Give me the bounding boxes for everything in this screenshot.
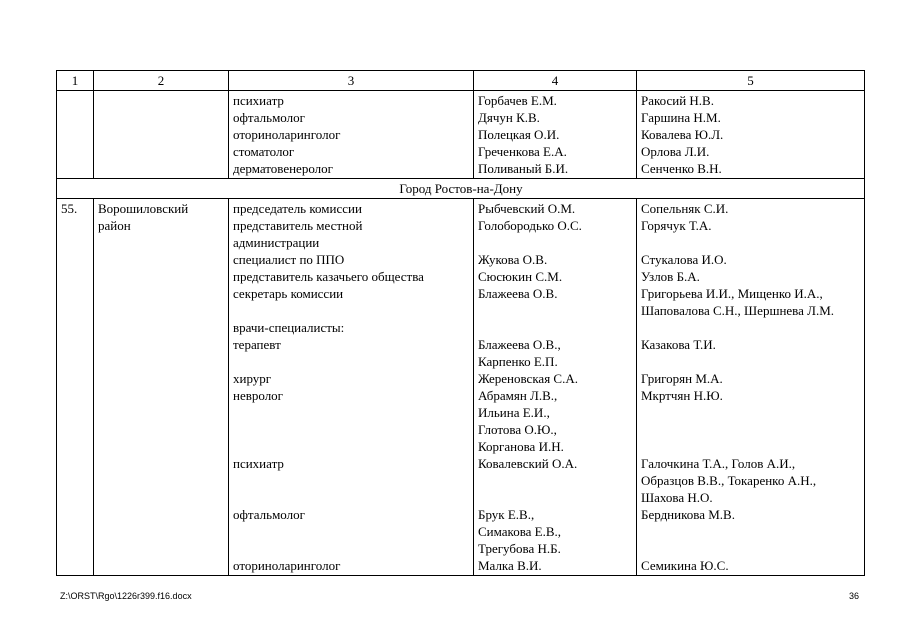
cell-line: дерматовенеролог xyxy=(233,161,333,176)
cell-line xyxy=(641,523,861,540)
entry-members-cell xyxy=(474,199,637,576)
cell-line: Ковалевский О.А. xyxy=(478,456,578,471)
cell-line xyxy=(641,319,861,336)
cell-line xyxy=(478,302,633,319)
cell-line: оториноларинголог xyxy=(233,558,341,573)
cell-line: Поливаный Б.И. xyxy=(478,161,569,176)
cell-line xyxy=(233,523,470,540)
cell-line: Сопельняк С.И. xyxy=(641,201,729,216)
cell-line xyxy=(478,319,633,336)
cell-line: Дячун К.В. xyxy=(478,110,540,125)
cell-line: Григорьева И.И., Мищенко И.А., xyxy=(641,286,823,301)
cell-line: Жукова О.В. xyxy=(478,252,548,267)
cell-line: Шаповалова С.Н., Шершнева Л.М. xyxy=(641,303,835,318)
cell-line: секретарь комиссии xyxy=(233,286,344,301)
cell-line: администрации xyxy=(233,235,320,250)
cell-line xyxy=(641,404,861,421)
cell-line xyxy=(233,353,470,370)
cell-line xyxy=(233,472,470,489)
continuation-members-cell xyxy=(474,91,637,179)
cell-line: офтальмолог xyxy=(233,110,305,125)
cell-line: представитель казачьего общества xyxy=(233,269,424,284)
cell-line: Бердникова М.В. xyxy=(641,507,735,522)
cell-line: Узлов Б.А. xyxy=(641,269,700,284)
header-cell-2: 2 xyxy=(94,71,229,91)
cell-line: Мкртчян Н.Ю. xyxy=(641,388,723,403)
cell-line: Казакова Т.И. xyxy=(641,337,716,352)
cell-line: район xyxy=(98,218,131,233)
page-number: 36 xyxy=(848,591,859,601)
cell-line: Голобородько О.С. xyxy=(478,218,582,233)
cell-line: Семикина Ю.С. xyxy=(641,558,729,573)
cell-line xyxy=(233,404,470,421)
continuation-reserve-cell xyxy=(637,91,865,179)
header-cell-5: 5 xyxy=(637,71,865,91)
cell-line xyxy=(641,540,861,557)
continuation-district-cell xyxy=(94,91,229,179)
header-row xyxy=(57,71,865,91)
cell-line: Сенченко В.Н. xyxy=(641,161,722,176)
cell-line: Симакова Е.В., xyxy=(478,524,562,539)
file-path: Z:\ORST\Rgo\1226r399.f16.docx xyxy=(60,591,192,601)
continuation-number-cell xyxy=(57,91,94,179)
cell-line: Ильина Е.И., xyxy=(478,405,550,420)
cell-line xyxy=(641,421,861,438)
cell-line: Ворошиловский xyxy=(98,201,189,216)
cell-line: невролог xyxy=(233,388,284,403)
cell-line: Гаршина Н.М. xyxy=(641,110,721,125)
cell-line: Григорян М.А. xyxy=(641,371,723,386)
city-heading: Город Ростов-на-Дону xyxy=(57,179,865,199)
cell-line: Шахова Н.О. xyxy=(641,490,713,505)
entry-number: 55. xyxy=(57,199,94,576)
cell-line xyxy=(233,302,470,319)
cell-line: Корганова И.Н. xyxy=(478,439,564,454)
header-cell-4: 4 xyxy=(474,71,637,91)
cell-line xyxy=(478,489,633,506)
cell-line: специалист по ППО xyxy=(233,252,345,267)
cell-line xyxy=(478,472,633,489)
entry-row xyxy=(57,199,865,576)
cell-line: председатель комиссии xyxy=(233,201,362,216)
cell-line: Брук Е.В., xyxy=(478,507,535,522)
cell-line xyxy=(233,438,470,455)
cell-line: Блажеева О.В. xyxy=(478,286,558,301)
cell-line: Трегубова Н.Б. xyxy=(478,541,561,556)
cell-line: оториноларинголог xyxy=(233,127,341,142)
continuation-row xyxy=(57,91,865,179)
cell-line: Абрамян Л.В., xyxy=(478,388,558,403)
cell-line: хирург xyxy=(233,371,272,386)
header-cell-1: 1 xyxy=(57,71,94,91)
cell-line: стоматолог xyxy=(233,144,295,159)
entry-district-cell xyxy=(94,199,229,576)
cell-line xyxy=(233,540,470,557)
cell-line: Карпенко Е.П. xyxy=(478,354,558,369)
cell-line: Сюсюкин С.М. xyxy=(478,269,563,284)
cell-line: представитель местной xyxy=(233,218,363,233)
cell-line: Жереновская С.А. xyxy=(478,371,578,386)
cell-line xyxy=(478,234,633,251)
cell-line: врачи-специалисты: xyxy=(233,320,345,335)
continuation-roles-cell xyxy=(229,91,474,179)
cell-line: психиатр xyxy=(233,93,284,108)
cell-line xyxy=(233,421,470,438)
cell-line: Полецкая О.И. xyxy=(478,127,560,142)
cell-line: Образцов В.В., Токаренко А.Н., xyxy=(641,473,817,488)
cell-line: терапевт xyxy=(233,337,281,352)
header-cell-3: 3 xyxy=(229,71,474,91)
cell-line: Глотова О.Ю., xyxy=(478,422,557,437)
cell-line: Малка В.И. xyxy=(478,558,542,573)
cell-line: Орлова Л.И. xyxy=(641,144,710,159)
entry-reserve-cell xyxy=(637,199,865,576)
cell-line: Горячук Т.А. xyxy=(641,218,712,233)
cell-line: Стукалова И.О. xyxy=(641,252,727,267)
cell-line: Ракосий Н.В. xyxy=(641,93,714,108)
cell-line: Галочкина Т.А., Голов А.И., xyxy=(641,456,796,471)
cell-line: Греченкова Е.А. xyxy=(478,144,567,159)
city-row xyxy=(57,179,865,199)
cell-line xyxy=(641,234,861,251)
cell-line: Ковалева Ю.Л. xyxy=(641,127,724,142)
cell-line: Горбачев Е.М. xyxy=(478,93,557,108)
cell-line xyxy=(641,353,861,370)
cell-line xyxy=(233,489,470,506)
cell-line: Рыбчевский О.М. xyxy=(478,201,576,216)
cell-line: Блажеева О.В., xyxy=(478,337,561,352)
cell-line xyxy=(641,438,861,455)
cell-line: психиатр xyxy=(233,456,284,471)
entry-roles-cell xyxy=(229,199,474,576)
commission-table xyxy=(56,70,865,576)
cell-line: офтальмолог xyxy=(233,507,305,522)
